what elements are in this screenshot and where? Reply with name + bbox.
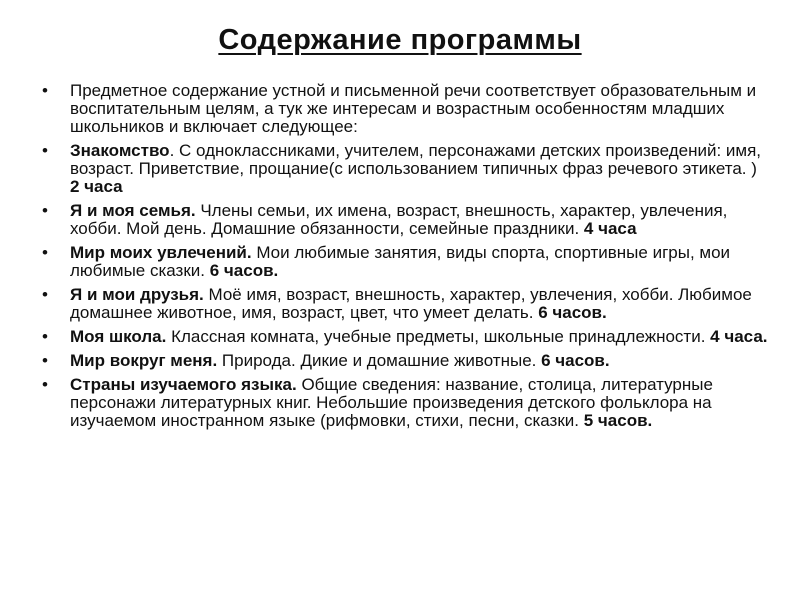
list-item xyxy=(40,352,770,370)
item-lead: Знакомство xyxy=(70,141,170,160)
item-text: Природа. Дикие и домашние животные. xyxy=(217,351,542,370)
list-item xyxy=(40,286,770,322)
item-hours: 4 часа. xyxy=(710,327,768,346)
list-item xyxy=(40,202,770,238)
item-hours: 2 часа xyxy=(70,177,123,196)
item-text: . С одноклассниками, учителем, персонажами детских произведений: имя, возраст. Приветствие, прощание(с использованием типичных фраз речевого этикета. ) xyxy=(70,141,762,178)
bullet-icon: • xyxy=(42,141,48,160)
list-item xyxy=(40,328,770,346)
list-item xyxy=(40,82,770,136)
list-item xyxy=(40,142,770,196)
item-lead: Я и моя семья. xyxy=(70,201,196,220)
item-lead: Мир вокруг меня. xyxy=(70,351,218,370)
page-title: Содержание программы xyxy=(218,24,582,56)
list-item xyxy=(40,244,770,280)
item-lead: Мир моих увлечений. xyxy=(70,243,252,262)
item-text: Классная комната, учебные предметы, школьные принадлежности. xyxy=(166,327,711,346)
bullet-icon: • xyxy=(42,375,48,394)
item-hours: 6 часов. xyxy=(541,351,610,370)
item-text: Члены семьи, их имена, возраст, внешность, характер, увлечения, хобби. Мой день. Домашние обязанности, семейные праздники. xyxy=(70,201,728,238)
item-text: Мои любимые занятия, виды спорта, спортивные игры, мои любимые сказки. xyxy=(70,243,731,280)
item-hours: 4 часа xyxy=(583,219,637,238)
item-text: Общие сведения: название, столица, литературные персонажи литературных книг. Небольшие произведения детского фольклора на изучаемом иностранном языке (рифмовки, стихи, песни, сказки. xyxy=(70,375,713,430)
item-hours: 6 часов. xyxy=(538,303,607,322)
item-text: Предметное содержание устной и письменной речи соответствует образовательным и воспитательным целям, а тук же интересам и возрастным особенностям младших школьников и включает следующее: xyxy=(70,81,757,136)
item-text: Моё имя, возраст, внешность, характер, увлечения, хобби. Любимое домашнее животное, имя, возраст, цвет, что умеет делать. xyxy=(70,285,752,322)
item-lead: Моя школа. xyxy=(70,327,167,346)
bullet-icon: • xyxy=(42,351,48,370)
bullet-icon: • xyxy=(42,81,48,100)
item-lead: Страны изучаемого языка. xyxy=(70,375,297,394)
bullet-icon: • xyxy=(42,285,48,304)
bullet-icon: • xyxy=(42,243,48,262)
bullet-icon: • xyxy=(42,201,48,220)
bullet-icon: • xyxy=(42,327,48,346)
content-list xyxy=(40,82,770,436)
list-item xyxy=(40,376,770,430)
item-lead: Я и мои друзья. xyxy=(70,285,204,304)
item-hours: 5 часов. xyxy=(583,411,653,430)
item-hours: 6 часов. xyxy=(209,261,279,280)
